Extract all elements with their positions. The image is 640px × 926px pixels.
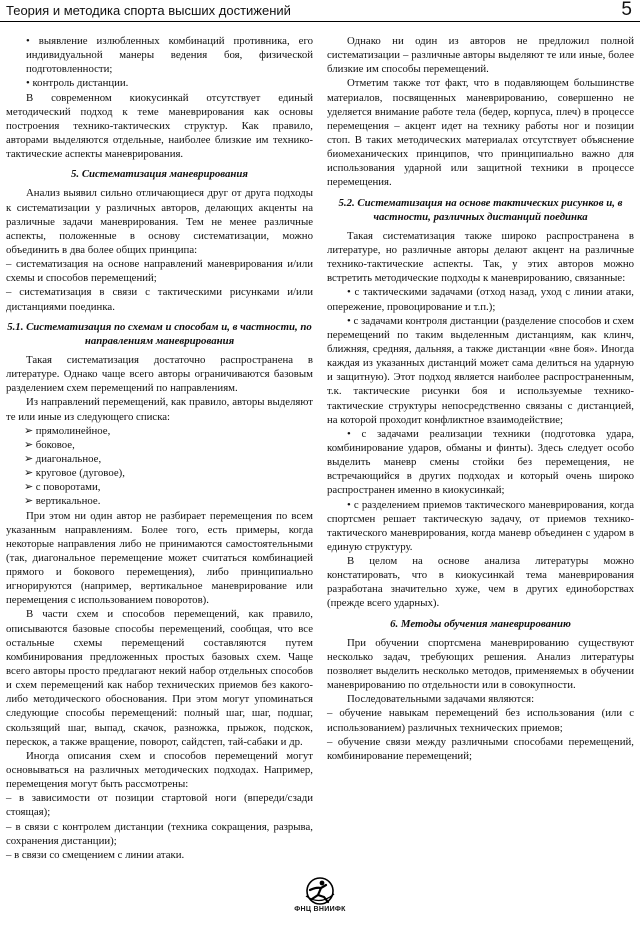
paragraph: При этом ни один автор не разбирает перемещения по всем указанным направлениям. Более того, есть примеры, когда некоторые направления либо не принимаются самостоятельными (так, диагональное перемещение может считаться комбинацией прямого и бокового перемещения), либо принципиально игнорируются (например, вертикальное маневрирование или перемещения с использованием поворотов). xyxy=(6,509,313,607)
paragraph: Из направлений перемещений, как правило, авторы выделяют те или иные из следующего списка: xyxy=(6,396,313,423)
paragraph: Последовательными задачами являются: xyxy=(347,693,535,706)
section-heading: 5.2. Систематизация на основе тактических рисунков и, в частности, различных дистанций поединка xyxy=(338,196,623,223)
list-item: ➢ вертикальное. xyxy=(24,495,101,508)
list-item: ➢ прямолинейное, xyxy=(24,424,111,437)
paragraph: В целом на основе анализа литературы можно констатировать, что в киокусинкай тема маневрирования разработана значительно хуже, чем в других единоборствах (прежде всего ударных). xyxy=(327,555,634,610)
paragraph: – систематизация на основе направлений маневрирования и/или схемы и способов перемещений; xyxy=(6,258,313,285)
section-heading: 5.1. Систематизация по схемам и способам и, в частности, по направлениям маневрирования xyxy=(7,320,312,347)
paragraph: Отметим также тот факт, что в подавляющем большинстве материалов, посвященных маневрированию, совершенно не уделяется внимание работе тела (бедер, корпуса, плеч) в процессе перемещения – акцент идет на технику работы ног и позиции стоп. В таких методических материалах отсутствует объяснение биомеханических принципов, что принципиально важно для использования ударной или защитной техники в процессе перемещения. xyxy=(327,77,634,189)
paragraph: Такая систематизация также широко распространена в литературе, но различные авторы делают акцент на различные технико-тактические аспекты. Так, у этих авторов можно встретить методические подходы к маневрированию, связанные: xyxy=(327,229,634,285)
list-item: ➢ с поворотами, xyxy=(24,481,101,494)
paragraph: При обучении спортсмена маневрированию существуют несколько задач, требующих решения. Анализ литературы позволяет выделить несколько методов, применяемых в обучении маневрированию по отдельности или в совокупности. xyxy=(327,636,634,692)
paragraph: • выявление излюбленных комбинаций противника, его индивидуальной манеры ведения боя, физической подготовленности; xyxy=(26,35,313,76)
paragraph: – систематизация в связи с тактическими рисунками и/или дистанциями поединка. xyxy=(6,286,313,313)
paragraph: В части схем и способов перемещений, как правило, описываются базовые способы перемещений, сообщая, что все остальные схемы перемещений составляются путем комбинирования предложенных простых базовых схем. Чаще всего авторы просто предлагают некий набор отдельных способов и схем перемещений как набор технических приемов без какого-либо методического обоснования. При этом могут упоминаться следующие способы перемещений: полный шаг, шаг, подшаг, скользящий шаг, выпад, скачок, разножка, прыжок, подскок, перескок, а также вращение, поворот, сайдстеп, тай-сабаки и др. xyxy=(6,608,313,748)
paragraph: • с тактическими задачами (отход назад, уход с линии атаки, опережение, провоцирование и т.п.); xyxy=(327,286,634,313)
runner-logo-icon xyxy=(302,876,338,906)
paragraph: • с задачами реализации техники (подготовка удара, комбинирование ударов, обманы и финты). Здесь следует особо выделить маневр смены стойки без перемещения, не встречающийся в других подходах и который очень широко распространен именно в киокусинкай; xyxy=(327,427,634,497)
section-heading: 5. Систематизация маневрирования xyxy=(71,168,248,181)
paragraph: • контроль дистанции. xyxy=(26,77,129,90)
paragraph: • с разделением приемов тактического маневрирования, когда спортсмен решает тактическую задачу, от приемов технико-тактического маневрирования, когда маневр объединен с ударом в единую структуру. xyxy=(327,498,634,553)
list-item: ➢ круговое (дуговое), xyxy=(24,467,125,480)
paragraph: Анализ выявил сильно отличающиеся друг от друга подходы к систематизации у различных авторов, делающих акценты на различные задачи маневрирования. Тем не менее различные аспекты, положенные в основу систематизации, можно объединить в два более общих принципа: xyxy=(6,187,313,256)
article-body xyxy=(6,34,634,874)
running-header xyxy=(0,0,640,22)
footer-logo xyxy=(282,876,358,922)
paragraph: Однако ни один из авторов не предложил полной систематизации – различные авторы выделяют те или иные, более близкие им способы перемещений. xyxy=(327,35,634,76)
list-item: ➢ диагональное, xyxy=(24,452,102,465)
paragraph: В современном киокусинкай отсутствует единый методический подход к теме маневрирования как основы построения технико-тактических структур. Как правило, авторами выделяются отдельные, наиболее близкие им технико-тактические аспекты маневрирования. xyxy=(6,91,313,161)
paragraph: – обучение навыкам перемещений без использования (или с использованием) различных технических приемов; xyxy=(327,707,634,734)
paragraph: – в связи со смещением с линии атаки. xyxy=(6,848,185,861)
paragraph: – в зависимости от позиции стартовой ноги (впереди/сзади стоящая); xyxy=(6,792,313,819)
section-heading: 6. Методы обучения маневрированию xyxy=(390,617,571,630)
logo-caption: ФНЦ ВНИИФК xyxy=(294,906,346,913)
paragraph: – в связи с контролем дистанции (техника сокращения, разрыва, сохранения дистанции); xyxy=(6,820,313,847)
paragraph: Такая систематизация достаточно распространена в литературе. Однако чаще всего авторы ограничиваются базовым разделением схем перемещений по направлениям. xyxy=(6,353,313,395)
list-item: ➢ боковое, xyxy=(24,438,75,451)
page-number: 5 xyxy=(621,0,632,20)
paragraph: • с задачами контроля дистанции (разделение способов и схем перемещений по таким выделенным дистанциям, как клинч, ближняя, средняя, дальняя, а также дистанции «вне боя». Иногда каждая из указанных дистанций может сама делиться на ударную и защитную). Этот подход является наиболее распространенным, т.к. тактические рисунки боя и используемые технико-тактические структуры непосредственно связаны с дистанцией, на которой проходит конфликтное взаимодействие; xyxy=(327,314,634,426)
paragraph: – обучение связи между различными способами перемещений, комбинирование перемещений; xyxy=(327,735,634,762)
journal-title: Теория и методика спорта высших достижений xyxy=(6,3,291,18)
paragraph: Иногда описания схем и способов перемещений могут основываться на различных методических подходах. Например, перемещения могут быть рассмотрены: xyxy=(6,749,313,791)
